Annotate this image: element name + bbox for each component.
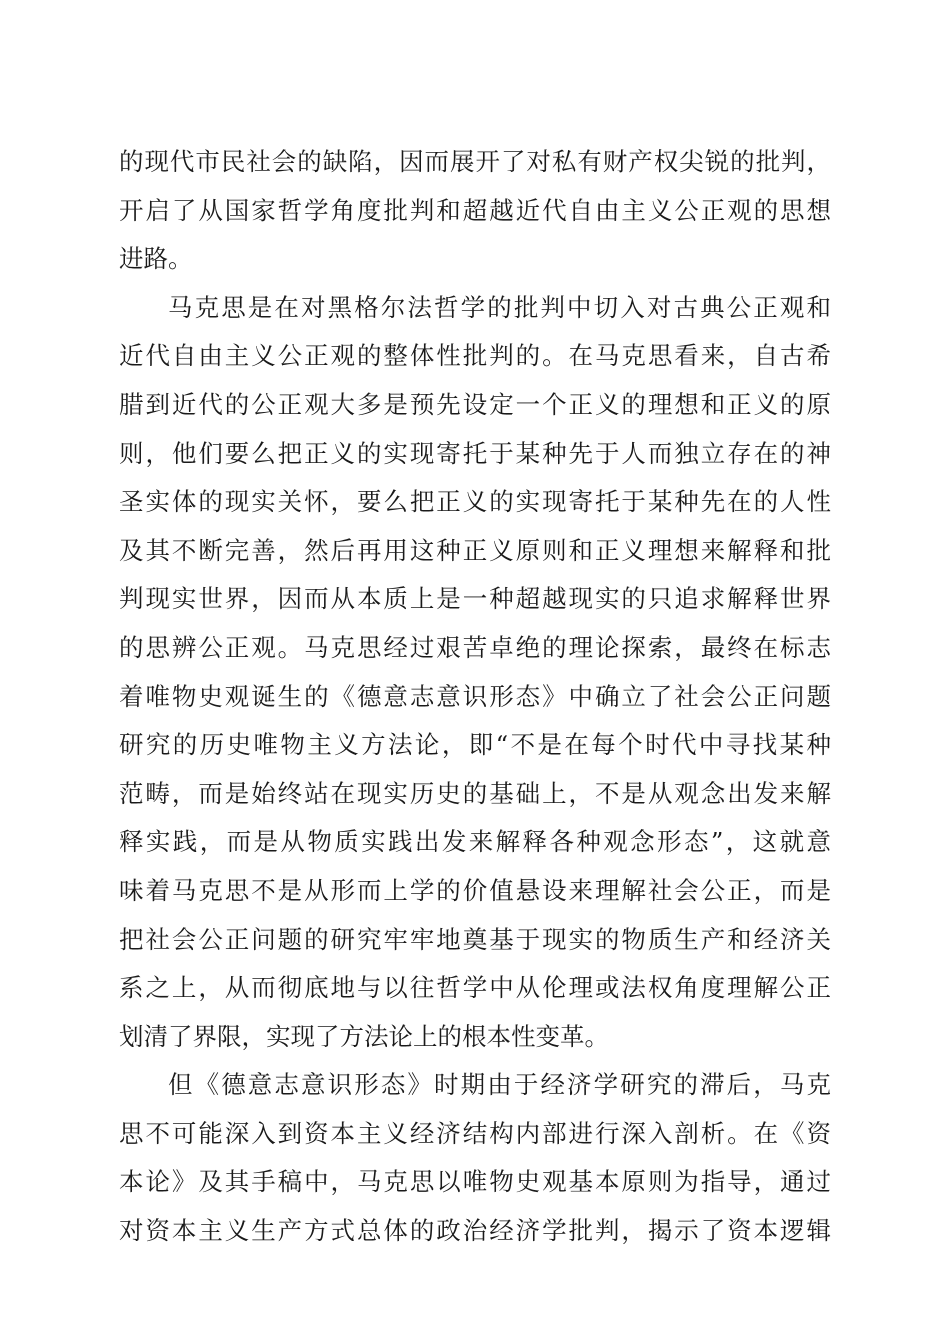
text-line: 及其不断完善，然后再用这种正义原则和正义理想来解释和批 xyxy=(119,535,831,565)
text-line: 开启了从国家哲学角度批判和超越近代自由主义公正观的思想 xyxy=(119,195,831,225)
text-line: 释实践，而是从物质实践出发来解释各种观念形态”，这就意 xyxy=(119,827,831,857)
text-line: 范畴，而是始终站在现实历史的基础上，不是从观念出发来解 xyxy=(119,778,831,808)
text-line: 思不可能深入到资本主义经济结构内部进行深入剖析。在《资 xyxy=(119,1118,831,1148)
text-line: 划清了界限，实现了方法论上的根本性变革。 xyxy=(119,1021,609,1051)
text-line: 本论》及其手稿中，马克思以唯物史观基本原则为指导，通过 xyxy=(119,1167,831,1197)
text-line: 则，他们要么把正义的实现寄托于某种先于人而独立存在的神 xyxy=(119,438,831,468)
text-line: 着唯物史观诞生的《德意志意识形态》中确立了社会公正问题 xyxy=(119,681,831,711)
paragraph-start-line: 马克思是在对黑格尔法哲学的批判中切入对古典公正观和 xyxy=(168,292,831,322)
text-line: 系之上，从而彻底地与以往哲学中从伦理或法权角度理解公正 xyxy=(119,973,831,1003)
text-line: 的现代市民社会的缺陷，因而展开了对私有财产权尖锐的批判， xyxy=(119,147,831,176)
text-line: 圣实体的现实关怀，要么把正义的实现寄托于某种先在的人性 xyxy=(119,487,831,517)
text-line: 的思辨公正观。马克思经过艰苦卓绝的理论探索，最终在标志 xyxy=(119,632,831,662)
text-line: 判现实世界，因而从本质上是一种超越现实的只追求解释世界 xyxy=(119,584,831,614)
text-line: 进路。 xyxy=(119,244,193,274)
text-line: 把社会公正问题的研究牢牢地奠基于现实的物质生产和经济关 xyxy=(119,924,831,954)
paragraph-start-line: 但《德意志意识形态》时期由于经济学研究的滞后，马克 xyxy=(168,1070,831,1100)
text-line: 近代自由主义公正观的整体性批判的。在马克思看来，自古希 xyxy=(119,341,831,371)
text-line: 对资本主义生产方式总体的政治经济学批判，揭示了资本逻辑 xyxy=(119,1216,831,1246)
text-line: 研究的历史唯物主义方法论，即“不是在每个时代中寻找某种 xyxy=(119,730,831,760)
text-line: 腊到近代的公正观大多是预先设定一个正义的理想和正义的原 xyxy=(119,389,831,419)
text-line: 味着马克思不是从形而上学的价值悬设来理解社会公正，而是 xyxy=(119,875,831,905)
body-text xyxy=(119,138,831,1256)
